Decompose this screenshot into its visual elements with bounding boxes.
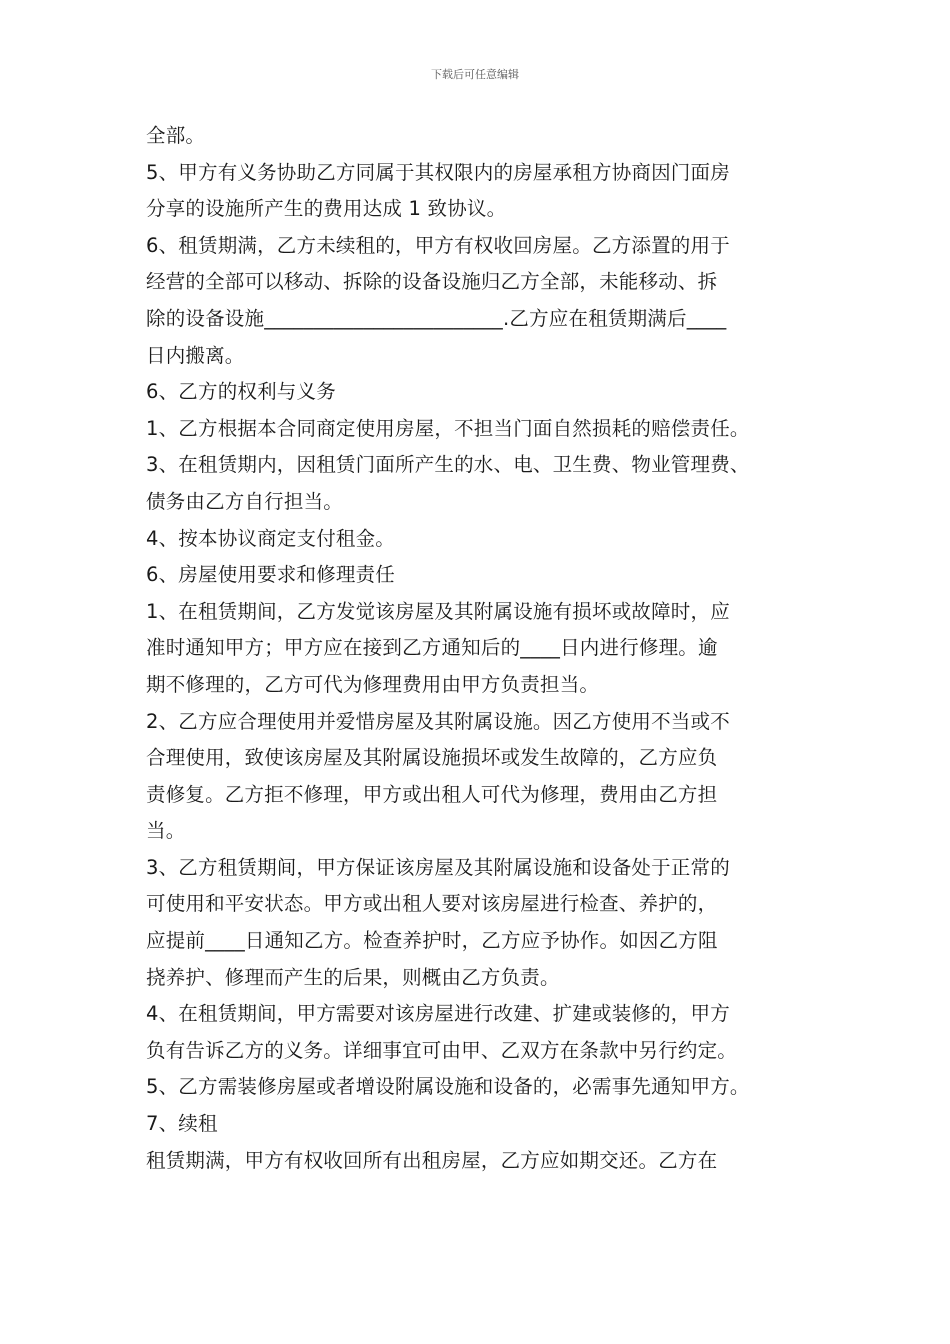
document-body bbox=[146, 118, 826, 1179]
text-line: 全部。 bbox=[146, 124, 206, 147]
text-line: 租赁期满，甲方有权收回所有出租房屋，乙方应如期交还。乙方在 bbox=[146, 1148, 718, 1172]
text-line: 1、在租赁期间，乙方发觉该房屋及其附属设施有损坏或故障时，应 bbox=[146, 599, 730, 623]
text-line: 可使用和平安状态。甲方或出租人要对该房屋进行检查、养护的， bbox=[146, 892, 718, 916]
text-line: 当。 bbox=[146, 819, 186, 843]
text-line: 除的设备设施________________________.乙方应在租赁期满后____ bbox=[146, 306, 727, 330]
text-line: 责修复。乙方拒不修理，甲方或出租人可代为修理，费用由乙方担 bbox=[146, 782, 718, 806]
text-line: 合理使用，致使该房屋及其附属设施损坏或发生故障的，乙方应负 bbox=[146, 746, 718, 770]
text-line: 经营的全部可以移动、拆除的设备设施归乙方全部，未能移动、拆 bbox=[146, 270, 718, 294]
text-line: 4、在租赁期间，甲方需要对该房屋进行改建、扩建或装修的，甲方 bbox=[146, 1002, 730, 1026]
text-line: 应提前____日通知乙方。检查养护时，乙方应予协作。如因乙方阻 bbox=[146, 929, 718, 953]
text-line: 6、乙方的权利与义务 bbox=[146, 380, 336, 404]
text-line: 7、续租 bbox=[146, 1112, 218, 1136]
text-line: 4、按本协议商定支付租金。 bbox=[146, 526, 396, 550]
text-line: 1、乙方根据本合同商定使用房屋，不担当门面自然损耗的赔偿责任。 bbox=[146, 416, 750, 440]
text-line: 挠养护、修理而产生的后果，则概由乙方负责。 bbox=[146, 965, 560, 989]
text-line: 准时通知甲方；甲方应在接到乙方通知后的____日内进行修理。逾 bbox=[146, 636, 718, 660]
text-line: 6、房屋使用要求和修理责任 bbox=[146, 563, 396, 587]
text-line: 分享的设施所产生的费用达成 1 致协议。 bbox=[146, 197, 507, 221]
text-line: 期不修理的，乙方可代为修理费用由甲方负责担当。 bbox=[146, 672, 600, 696]
text-line: 债务由乙方自行担当。 bbox=[146, 489, 344, 513]
text-line: 3、乙方租赁期间，甲方保证该房屋及其附属设施和设备处于正常的 bbox=[146, 855, 730, 879]
text-line: 2、乙方应合理使用并爱惜房屋及其附属设施。因乙方使用不当或不 bbox=[146, 709, 730, 733]
text-line: 6、租赁期满，乙方未续租的，甲方有权收回房屋。乙方添置的用于 bbox=[146, 233, 730, 257]
text-line: 5、甲方有义务协助乙方同属于其权限内的房屋承租方协商因门面房 bbox=[146, 160, 730, 184]
text-line: 日内搬离。 bbox=[146, 343, 245, 367]
page-header: 下载后可任意编辑 bbox=[431, 68, 519, 81]
text-line: 5、乙方需装修房屋或者增设附属设施和设备的，必需事先通知甲方。 bbox=[146, 1075, 750, 1099]
text-line: 负有告诉乙方的义务。详细事宜可由甲、乙双方在条款中另行约定。 bbox=[146, 1038, 738, 1062]
text-line: 3、在租赁期内，因租赁门面所产生的水、电、卫生费、物业管理费、 bbox=[146, 453, 750, 477]
